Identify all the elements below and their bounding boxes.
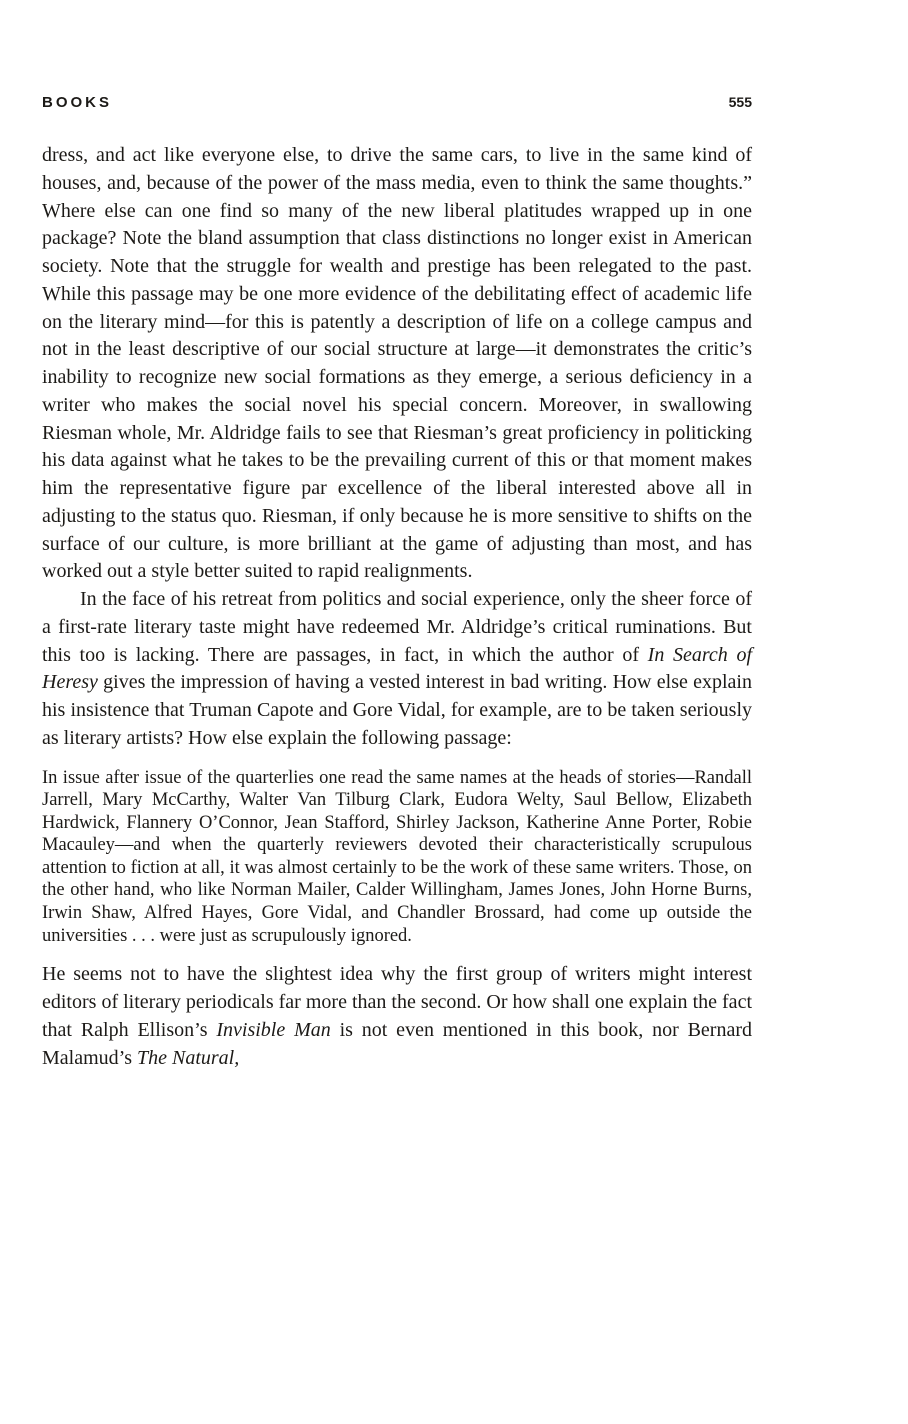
page-number: 555 <box>728 94 752 110</box>
paragraph-2-text-b: gives the impression of having a vested interest in bad writing. How else explain his insistence that Truman Capote and Gore Vidal, for example, are to be taken seriously as literary artists? How else explain the following passage: <box>42 671 752 749</box>
book-page <box>42 0 752 1424</box>
block-quote: In issue after issue of the quarterlies one read the same names at the heads of stories—Randall Jarrell, Mary McCarthy, Walter Van Tilburg Clark, Eudora Welty, Saul Bellow, Elizabeth Hardwick, Flannery O’Connor, Jean Stafford, Shirley Jackson, Katherine Anne Porter, Robie Macauley—and when the quarterly reviewers devoted their characteristically scrupulous attention to fiction at all, it was almost certainly to be the work of these same writers. Those, on the other hand, who like Norman Mailer, Calder Willingham, James Jones, John Horne Burns, Irwin Shaw, Alfred Hayes, Gore Vidal, and Chandler Brossard, had come up outside the universities . . . were just as scrupulously ignored. <box>42 767 752 946</box>
book-title-invisible-man: Invisible Man <box>216 1018 331 1041</box>
paragraph-3-text-a: He seems not to have the slightest idea why the first group of writers might interest editors of literary periodicals far more than the second. Or how shall one explain the fact that Ralph Ellison’s <box>42 963 752 1041</box>
paragraph-1: dress, and act like everyone else, to drive the same cars, to live in the same kind of houses, and, because of the power of the mass media, even to think the same thoughts.” Where else can one find so many of the new liberal platitudes wrapped up in one package? Note the bland assumption that class distinctions no longer exist in American society. Note that the struggle for wealth and prestige has been relegated to the past. While this passage may be one more evidence of the debilitating effect of academic life on the literary mind—for this is patently a description of life on a college campus and not in the least descriptive of our social structure at large—it demonstrates the critic’s inability to recognize new social formations as they emerge, a serious deficiency in a writer who makes the social novel his special concern. Moreover, in swallowing Riesman whole, Mr. Aldridge fails to see that Riesman’s great proficiency in politicking his data against what he takes to be the prevailing current of this or that moment makes him the representative figure par excellence of the liberal interested above all in adjusting to the status quo. Riesman, if only because he is more sensitive to shifts on the surface of our culture, is more brilliant at the game of adjusting than most, and has worked out a style better suited to rapid realignments. <box>42 144 752 583</box>
running-head: BOOKS <box>42 94 113 111</box>
paragraph-3 <box>42 961 752 1072</box>
book-title-in-search-of-heresy: In Search of Heresy <box>42 643 752 694</box>
body-text <box>42 142 752 1072</box>
paragraph-2 <box>42 586 752 753</box>
paragraph-2-text-a: In the face of his retreat from politics and social experience, only the sheer force of a first-rate literary taste might have redeemed Mr. Aldridge’s critical ruminations. But this too is lacking. There are passages, in fact, in which the author of <box>42 588 752 666</box>
page-header <box>42 94 752 114</box>
paragraph-3-text-b: is not even mentioned in this book, nor Bernard Malamud’s <box>42 1018 753 1069</box>
book-title-the-natural: The Natural, <box>137 1046 240 1069</box>
